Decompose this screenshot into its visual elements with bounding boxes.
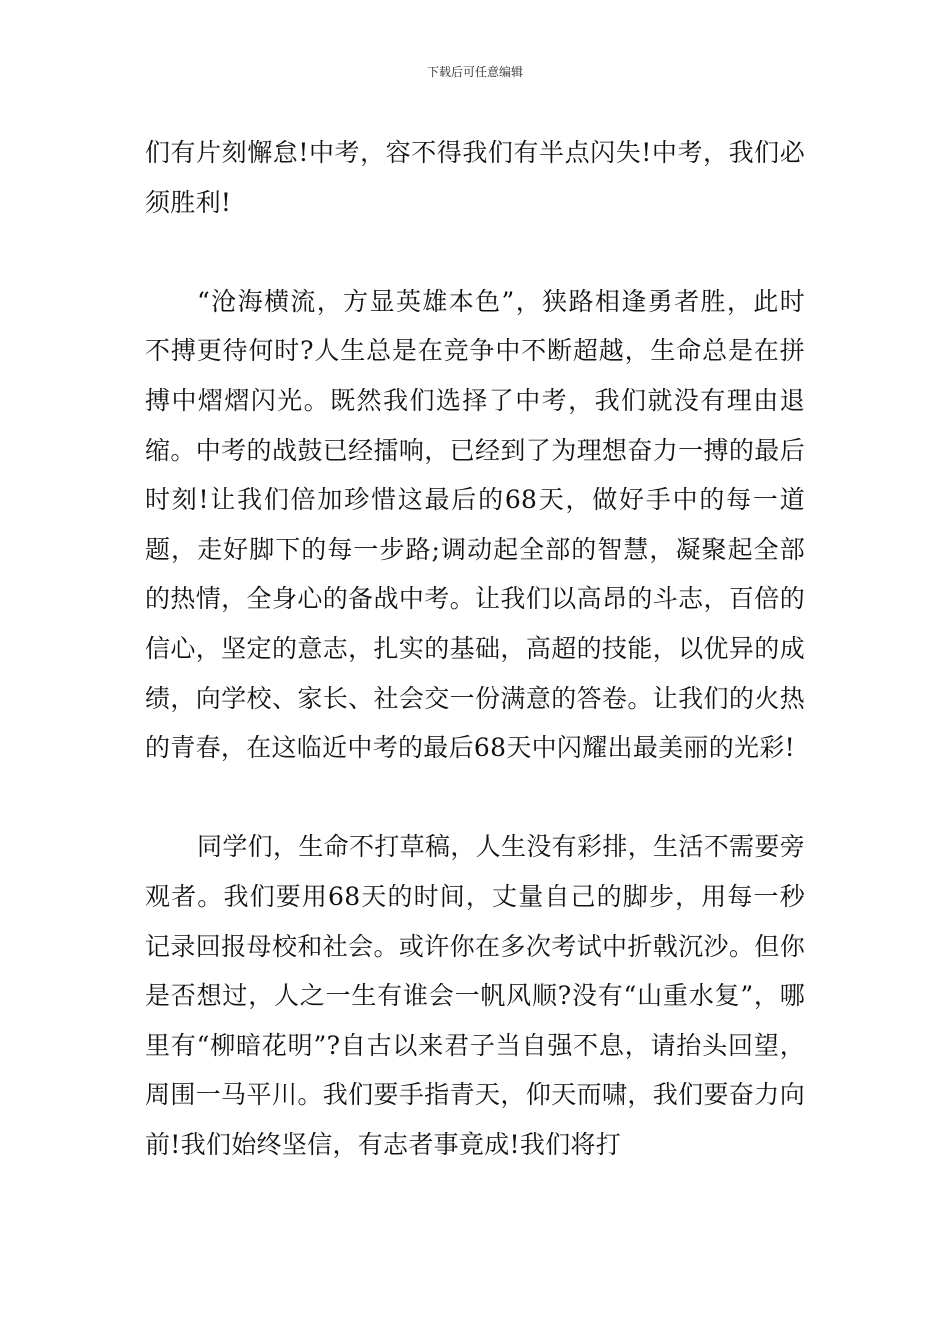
paragraph-1: 们有片刻懈怠!中考，容不得我们有半点闪失!中考，我们必须胜利!: [145, 138, 805, 217]
paragraph-2: “沧海横流，方显英雄本色”，狭路相逢勇者胜，此时不搏更待何时?人生总是在竞争中不断超越，生命总是在拼搏中熠熠闪光。既然我们选择了中考，我们就没有理由退缩。中考的战鼓已经擂响，已经到了为理想奋力一搏的最后时刻!让我们倍加珍惜这最后的68天，做好手中的每一道题，走好脚下的每一步路;调动起全部的智慧，凝聚起全部的热情，全身心的备战中考。让我们以高昂的斗志，百倍的信心，坚定的意志，扎实的基础，高超的技能，以优异的成绩，向学校、家长、社会交一份满意的答卷。让我们的火热的青春，在这临近中考的最后68天中闪耀出最美丽的光彩!: [145, 286, 805, 763]
document-body: [145, 128, 805, 1169]
paragraph-3: 同学们，生命不打草稿，人生没有彩排，生活不需要旁观者。我们要用68天的时间，丈量自己的脚步，用每一秒记录回报母校和社会。或许你在多次考试中折戟沉沙。但你是否想过，人之一生有谁会一帆风顺?没有“山重水复”，哪里有“柳暗花明”?自古以来君子当自强不息，请抬头回望，周围一马平川。我们要手指青天，仰天而啸，我们要奋力向前!我们始终坚信，有志者事竟成!我们将打: [145, 832, 805, 1159]
header-note: 下载后可任意编辑: [426, 65, 523, 79]
